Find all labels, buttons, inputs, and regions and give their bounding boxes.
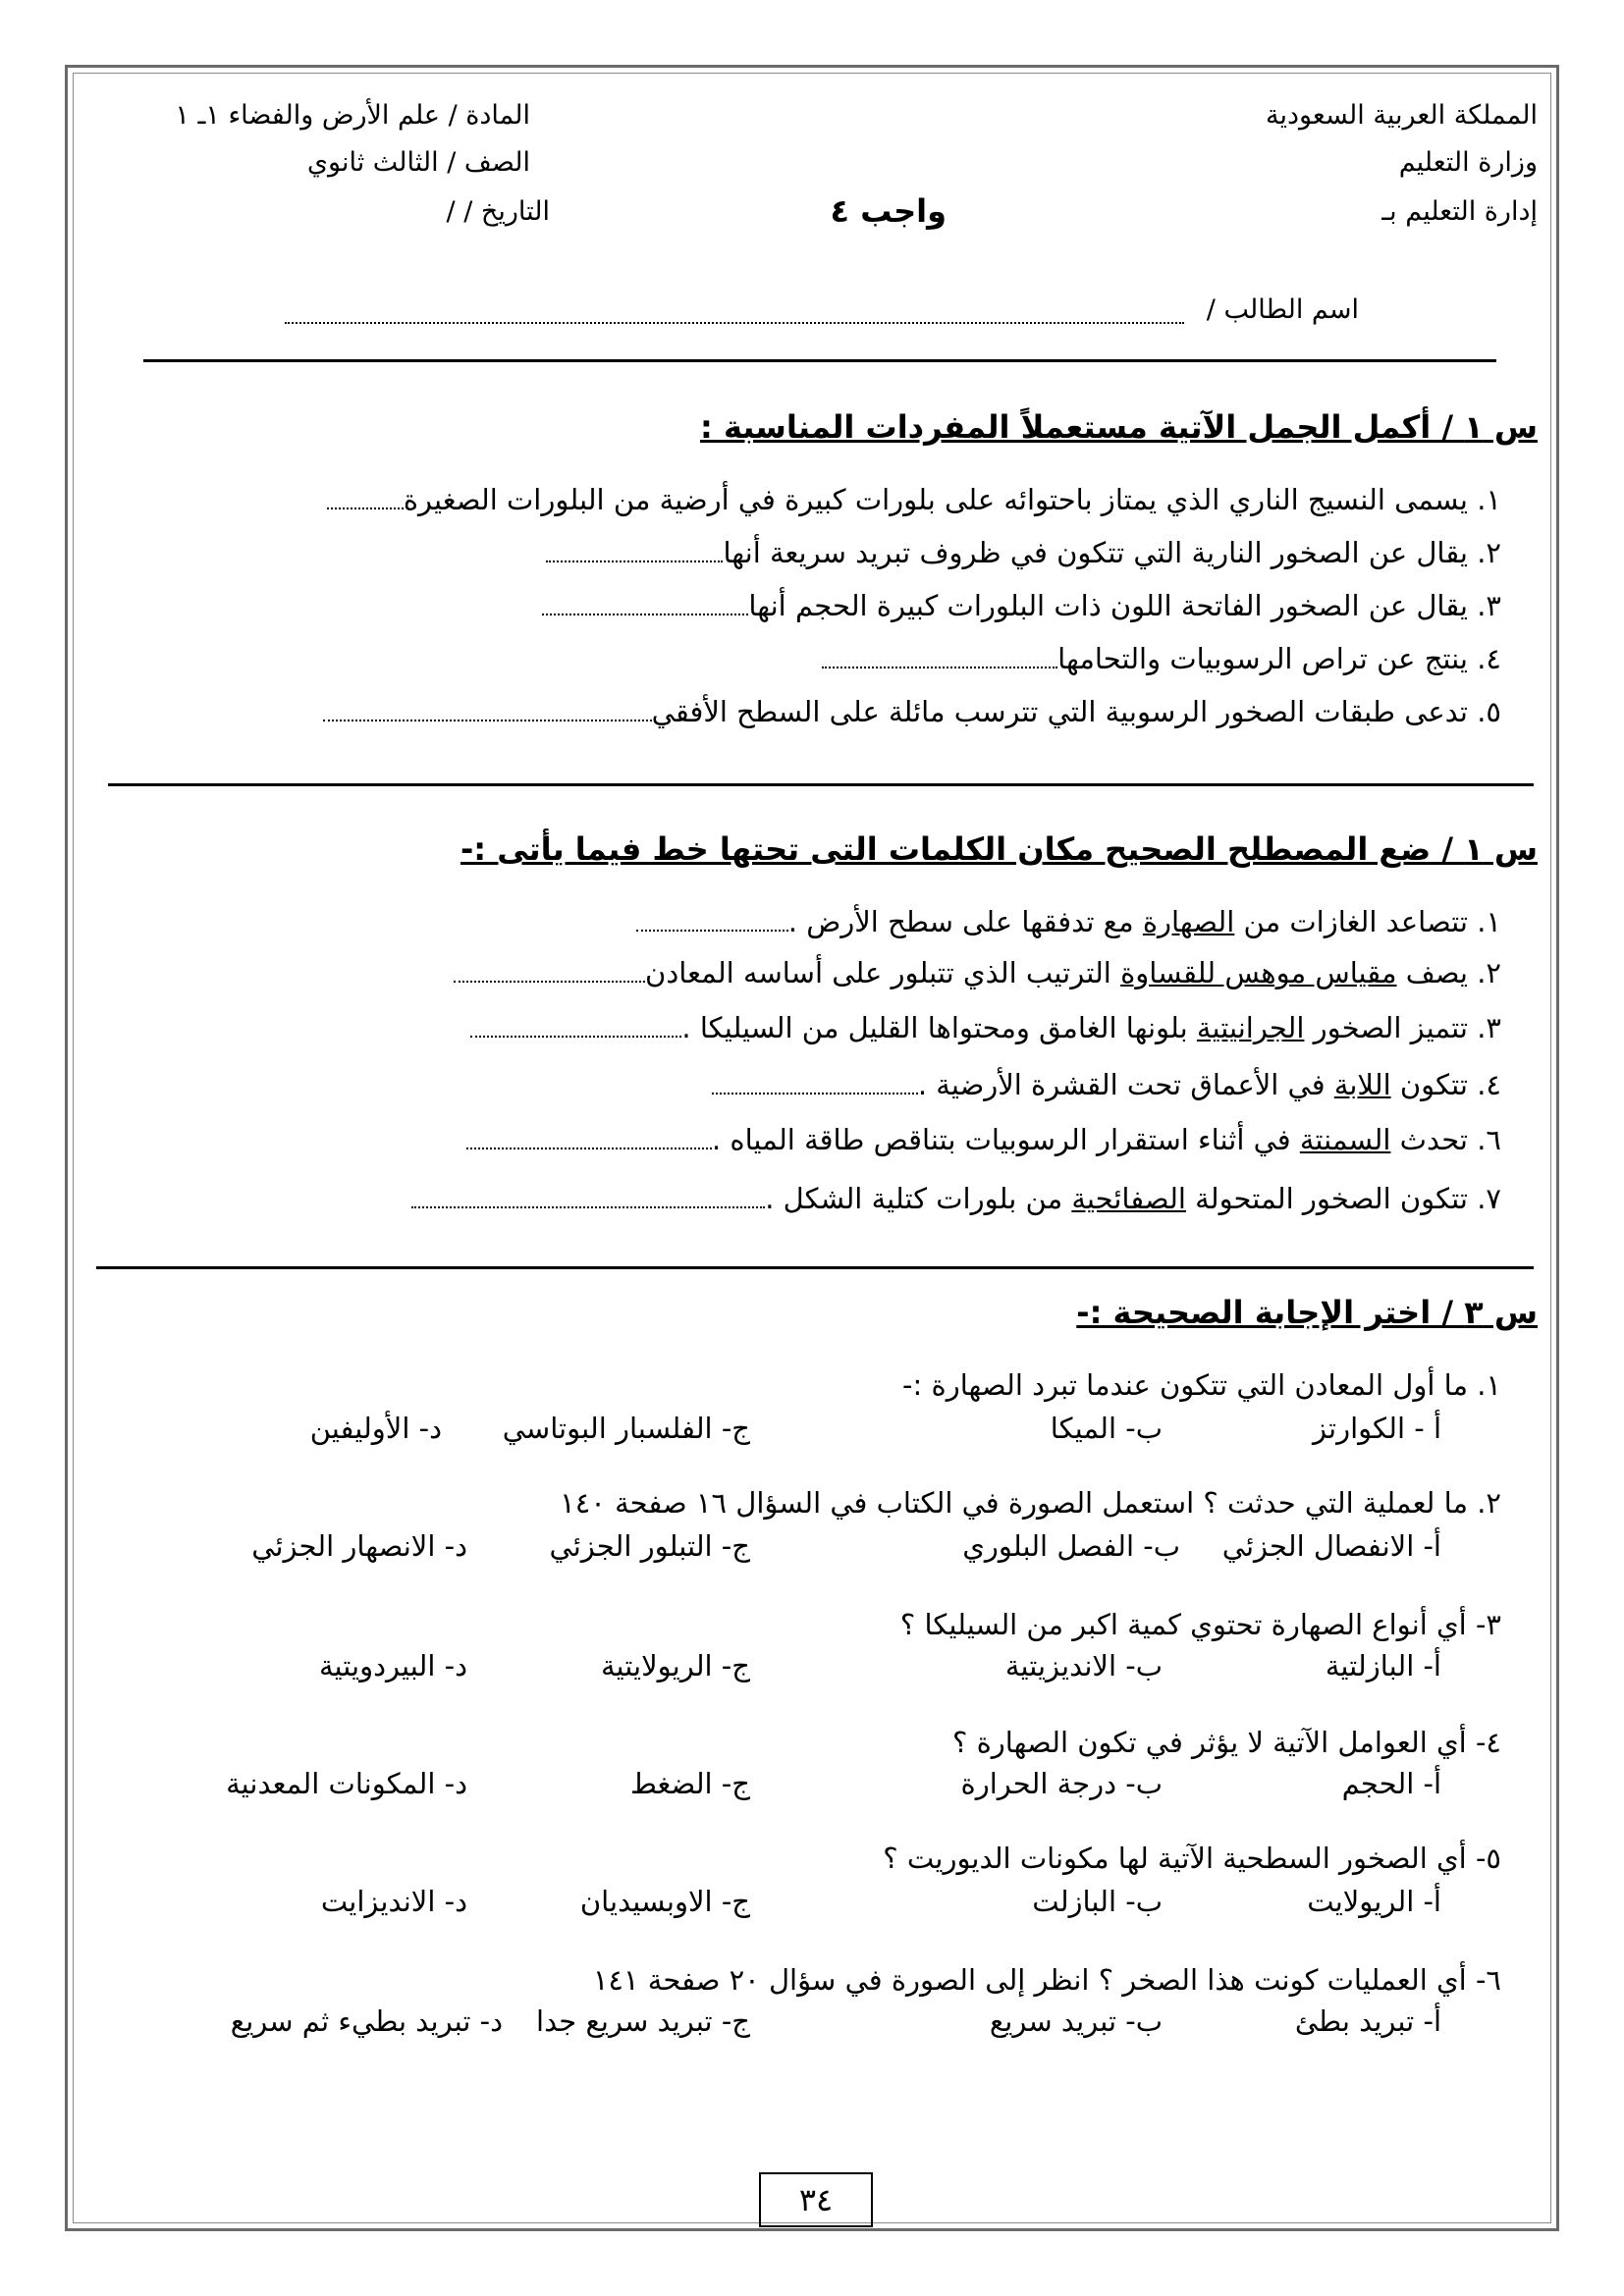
s1-item-2-text: ٢. يقال عن الصخور النارية التي تتكون في ظروف تبريد سريعة أنها (723, 536, 1501, 569)
s3-q2-option-d[interactable]: د- الانصهار الجزئي (251, 1529, 467, 1563)
page-number: ٣٤ (759, 2172, 873, 2227)
s2-answer-6[interactable] (411, 1205, 765, 1208)
s3-q2-option-c[interactable]: ج- التبلور الجزئي (549, 1529, 750, 1563)
s3-q2-option-b[interactable]: ب- الفصل البلوري (962, 1529, 1180, 1563)
divider-2 (108, 783, 1534, 786)
s2-answer-3[interactable] (470, 1035, 681, 1038)
section2-title: س ١ / ضع المصطلح الصحيح مكان الكلمات التى تحتها خط فيما يأتى :- (460, 830, 1538, 868)
s3-q3-option-a[interactable]: أ- البازلتية (1325, 1649, 1441, 1682)
s3-q6-option-c[interactable]: ج- تبريد سريع جدا (536, 2004, 750, 2038)
s2-item-3-underlined: الجرانيتية (1196, 1011, 1305, 1044)
s3-question-1: ١. ما أول المعادن التي تتكون عندما تبرد الصهارة :- (902, 1368, 1501, 1402)
s3-q6-option-d[interactable]: د- تبريد بطيء ثم سريع (230, 2004, 503, 2038)
s1-item-3 (536, 589, 1501, 622)
s2-item-1 (630, 905, 1501, 938)
s3-q1-option-d[interactable]: د- الأوليفين (309, 1412, 442, 1445)
s2-item-2-pre: ٢. يصف (1396, 956, 1501, 989)
divider-1 (143, 359, 1496, 362)
s3-options-5 (0, 1885, 1624, 1924)
s1-item-5 (317, 695, 1501, 728)
s2-item-2-post: الترتيب الذي تتبلور على أساسه المعادن (645, 956, 1121, 989)
s3-question-3: ٣- أي أنواع الصهارة تحتوي كمية اكبر من السيليكا ؟ (899, 1608, 1501, 1641)
s2-answer-5[interactable] (466, 1147, 712, 1149)
section1-title: س ١ / أكمل الجمل الآتية مستعملاً المفردات المناسبة : (700, 408, 1538, 446)
s3-q5-option-b[interactable]: ب- البازلت (1032, 1885, 1163, 1918)
s2-item-5-pre: ٦. تحدث (1390, 1123, 1501, 1156)
s3-q4-option-c[interactable]: ج- الضغط (630, 1767, 750, 1800)
s2-item-4-pre: ٤. تتكون (1390, 1068, 1501, 1101)
s3-q6-option-b[interactable]: ب- تبريد سريع (989, 2004, 1163, 2038)
s3-q5-option-a[interactable]: أ- الريولايت (1307, 1885, 1441, 1918)
s3-options-2 (0, 1529, 1624, 1569)
s2-item-4-post: في الأعماق تحت القشرة الأرضية . (917, 1068, 1334, 1101)
ministry-label: وزارة التعليم (1398, 147, 1538, 178)
subject-label: المادة / علم الأرض والفضاء ١ـ ١ (175, 100, 530, 131)
grade-label: الصف / الثالث ثانوي (306, 147, 530, 178)
s3-options-1 (0, 1412, 1624, 1451)
kingdom-label: المملكة العربية السعودية (1265, 100, 1538, 131)
s2-item-2 (448, 956, 1501, 989)
s2-item-3 (464, 1011, 1501, 1044)
s3-question-2: ٢. ما لعملية التي حدثت ؟ استعمل الصورة في الكتاب في السؤال ١٦ صفحة ١٤٠ (560, 1486, 1501, 1520)
s3-q3-option-c[interactable]: ج- الريولايتية (600, 1649, 750, 1682)
s2-item-5-underlined: السمنتة (1299, 1123, 1391, 1156)
s2-item-4 (706, 1068, 1501, 1101)
s2-item-1-post: مع تدفقها على سطح الأرض . (787, 905, 1143, 938)
s3-q4-option-a[interactable]: أ- الحجم (1341, 1767, 1441, 1800)
date-label: التاريخ / / (446, 196, 550, 227)
s2-item-3-post: بلونها الغامق ومحتواها القليل من السيليكا . (681, 1011, 1197, 1044)
s3-q6-option-a[interactable]: أ- تبريد بطئ (1294, 2004, 1441, 2038)
s3-q5-option-c[interactable]: ج- الاوبسيديان (579, 1885, 750, 1918)
s2-item-5 (460, 1123, 1501, 1156)
s3-options-6 (0, 2004, 1624, 2044)
s1-item-1-text: ١. يسمى النسيج الناري الذي يمتاز باحتوائه على بلورات كبيرة في أرضية من البلورات الصغيرة (403, 483, 1501, 516)
s2-answer-1[interactable] (636, 929, 788, 932)
s2-item-6-underlined: الصفائحية (1071, 1182, 1186, 1215)
s2-item-5-post: في أثناء استقرار الرسوبيات بتناقص طاقة المياه . (711, 1123, 1300, 1156)
s3-q1-option-c[interactable]: ج- الفلسبار البوتاسي (502, 1412, 750, 1445)
s1-item-1 (321, 483, 1501, 516)
s3-q3-option-b[interactable]: ب- الانديزيتية (1004, 1649, 1163, 1682)
s2-answer-2[interactable] (454, 980, 645, 983)
administration-label: إدارة التعليم بـ (1381, 196, 1538, 227)
s2-item-6 (406, 1182, 1501, 1215)
s2-item-6-post: من بلورات كتلية الشكل . (765, 1182, 1072, 1215)
s2-item-3-pre: ٣. تتميز الصخور (1304, 1011, 1501, 1044)
s1-answer-1[interactable] (327, 507, 404, 509)
s3-q2-option-a[interactable]: أ- الانفصال الجزئي (1221, 1529, 1441, 1563)
s2-item-1-underlined: الصهارة (1142, 905, 1235, 938)
s1-item-5-text: ٥. تدعى طبقات الصخور الرسوبية التي تترسب مائلة على السطح الأفقي (651, 695, 1501, 728)
s1-item-3-text: ٣. يقال عن الصخور الفاتحة اللون ذات البلورات كبيرة الحجم أنها (748, 589, 1501, 622)
section3-title: س ٣ / اختر الإجابة الصحيحة :- (1076, 1294, 1538, 1331)
s3-q4-option-b[interactable]: ب- درجة الحرارة (960, 1767, 1163, 1800)
s1-answer-2[interactable] (546, 560, 723, 562)
s1-item-2 (540, 536, 1501, 569)
s3-options-4 (0, 1767, 1624, 1806)
s1-answer-3[interactable] (542, 613, 748, 615)
s2-answer-4[interactable] (712, 1092, 918, 1095)
student-name-field[interactable] (285, 322, 1184, 324)
s1-answer-5[interactable] (323, 719, 652, 721)
student-name-label: اسم الطالب / (1206, 294, 1359, 325)
s2-item-6-pre: ٧. تتكون الصخور المتحولة (1185, 1182, 1501, 1215)
s1-item-4-text: ٤. ينتج عن تراص الرسوبيات والتحامها (1057, 642, 1501, 675)
s1-item-4 (816, 642, 1501, 675)
s3-question-4: ٤- أي العوامل الآتية لا يؤثر في تكون الصهارة ؟ (951, 1726, 1501, 1759)
s3-options-3 (0, 1649, 1624, 1688)
divider-3 (96, 1266, 1534, 1269)
s1-answer-4[interactable] (822, 666, 1057, 668)
s3-q5-option-d[interactable]: د- الانديزايت (320, 1885, 467, 1918)
s3-question-5: ٥- أي الصخور السطحية الآتية لها مكونات الديوريت ؟ (883, 1842, 1501, 1875)
s2-item-1-pre: ١. تتصاعد الغازات من (1234, 905, 1501, 938)
s3-q4-option-d[interactable]: د- المكونات المعدنية (226, 1767, 467, 1800)
s3-question-6: ٦- أي العمليات كونت هذا الصخر ؟ انظر إلى الصورة في سؤال ٢٠ صفحة ١٤١ (592, 1963, 1501, 1997)
s2-item-2-underlined: مقياس موهس للقساوة (1120, 956, 1397, 989)
s3-q3-option-d[interactable]: د- البيردويتية (318, 1649, 467, 1682)
s3-q1-option-a[interactable]: أ - الكوارتز (1313, 1412, 1441, 1445)
s3-q1-option-b[interactable]: ب- الميكا (1050, 1412, 1163, 1445)
page-title: واجب ٤ (830, 192, 947, 230)
s2-item-4-underlined: اللابة (1333, 1068, 1391, 1101)
